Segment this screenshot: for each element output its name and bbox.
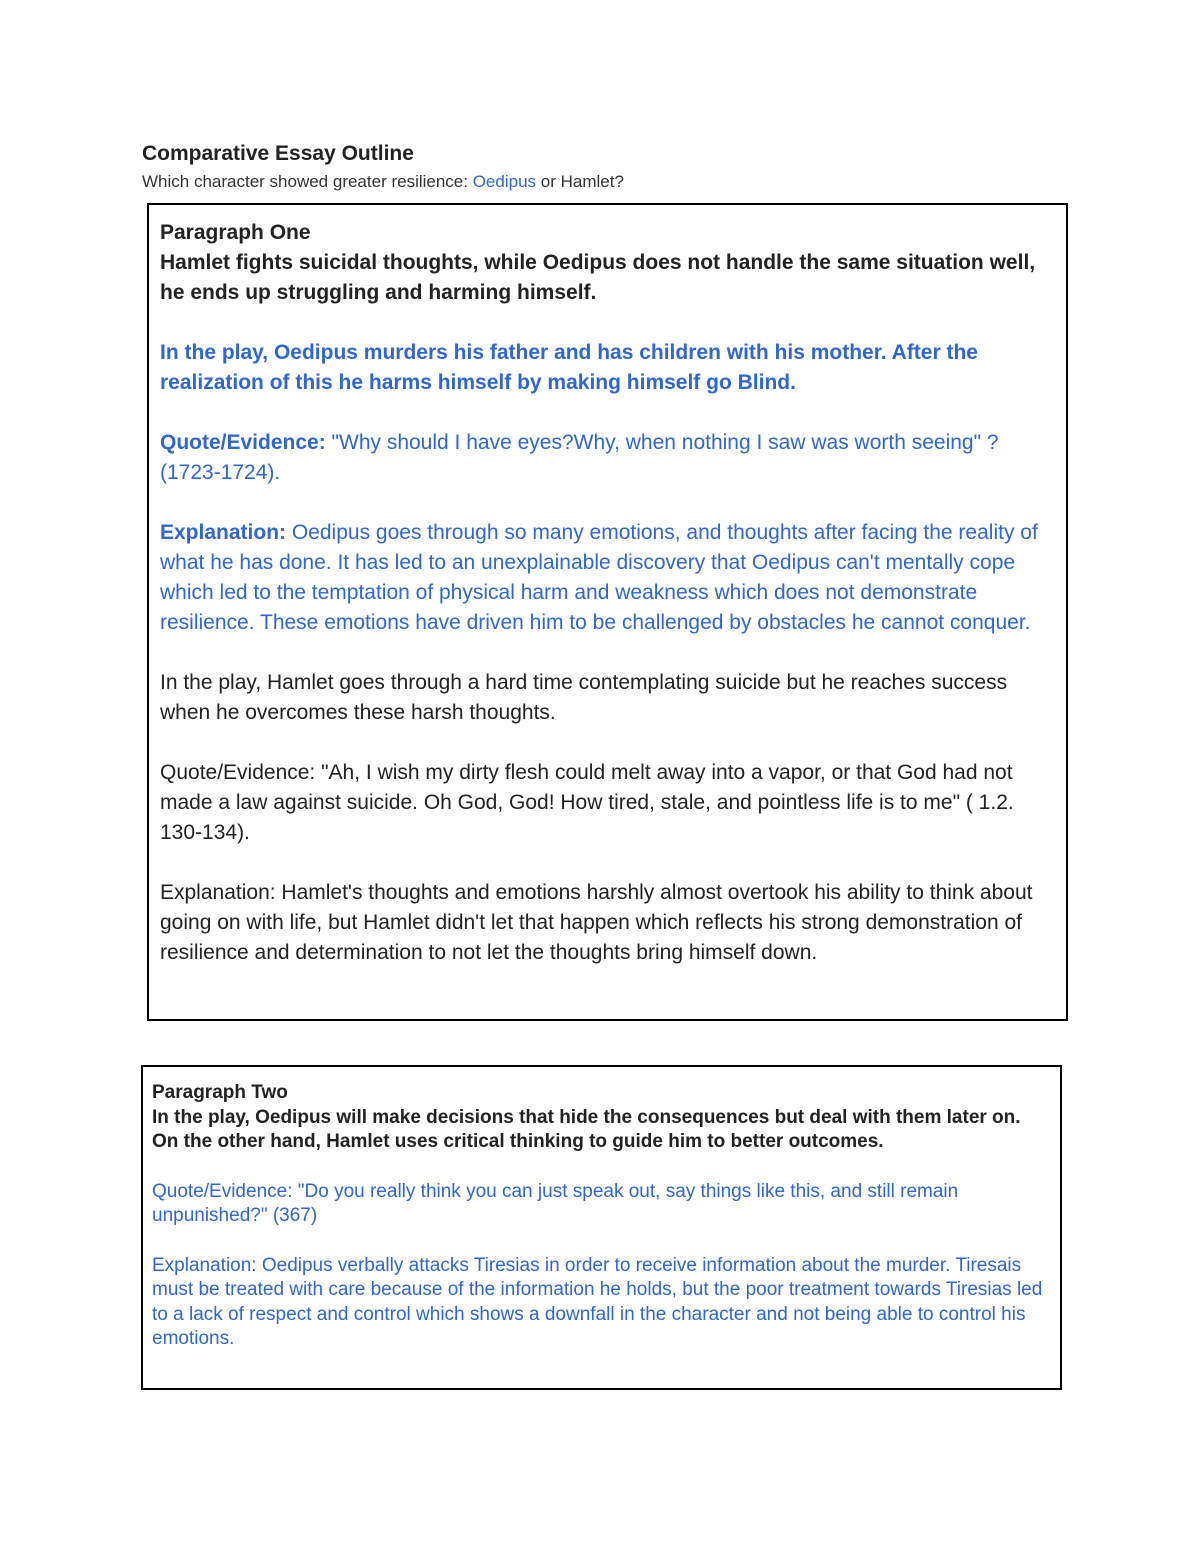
oedipus-quote-text: "Why should I have eyes?Why, when nothing I saw was worth seeing" ? (1723-1724). (160, 431, 999, 484)
oedipus-quote (160, 428, 1056, 488)
oedipus-context: In the play, Oedipus murders his father and has children with his mother. After the realization of this he harms himself by making himself go Blind. (160, 341, 978, 394)
paragraph-two-box (141, 1065, 1062, 1390)
oedipus-quote-label: Quote/Evidence: (160, 431, 326, 454)
subtitle-accent: Oedipus (472, 172, 537, 191)
subtitle-suffix: or Hamlet? (536, 172, 624, 191)
subtitle-prefix: Which character showed greater resilience: (142, 172, 473, 191)
hamlet-explanation: Explanation: Hamlet's thoughts and emotions harshly almost overtook his ability to think about going on with life, but Hamlet didn't let that happen which reflects his strong demonstration of resilience and determination to not let the thoughts bring himself down. (160, 881, 1033, 964)
paragraph-two-claim: In the play, Oedipus will make decisions that hide the consequences but deal with them later on. On the other hand, Hamlet uses critical thinking to guide him to better outcomes. (152, 1106, 1021, 1152)
page-subtitle (142, 171, 624, 193)
oedipus-explanation-text: Oedipus goes through so many emotions, and thoughts after facing the reality of what he has done. It has led to an unexplainable discovery that Oedipus can't mentally cope which led to the temptation of physical harm and weakness which does not demonstrate resilience. These emotions have driven him to be challenged by obstacles he cannot conquer. (160, 521, 1038, 634)
page-title: Comparative Essay Outline (142, 142, 414, 165)
paragraph-two-heading: Paragraph Two (152, 1082, 288, 1103)
oedipus-explanation-label: Explanation: (160, 521, 287, 544)
paragraph-one-claim: Hamlet fights suicidal thoughts, while Oedipus does not handle the same situation well, he ends up struggling and harming himself. (160, 251, 1036, 304)
paragraph-one-heading: Paragraph One (160, 221, 311, 244)
hamlet-quote: Quote/Evidence: "Ah, I wish my dirty flesh could melt away into a vapor, or that God had not made a law against suicide. Oh God, God! How tired, stale, and pointless life is to me" ( 1.2. 130-134). (160, 761, 1014, 844)
paragraph-two-quote: Quote/Evidence: "Do you really think you can just speak out, say things like this, and still remain unpunished?" (367) (152, 1180, 959, 1226)
paragraph-one-box (147, 203, 1068, 1021)
oedipus-explanation (160, 518, 1056, 638)
paragraph-two-explanation: Explanation: Oedipus verbally attacks Tiresias in order to receive information about the murder. Tiresais must be treated with care because of the information he holds, but the poor treatment towards Tiresias led to a lack of respect and control which shows a downfall in the character and not being able to control his emotions. (152, 1254, 1043, 1349)
hamlet-context: In the play, Hamlet goes through a hard time contemplating suicide but he reaches success when he overcomes these harsh thoughts. (160, 671, 1008, 724)
